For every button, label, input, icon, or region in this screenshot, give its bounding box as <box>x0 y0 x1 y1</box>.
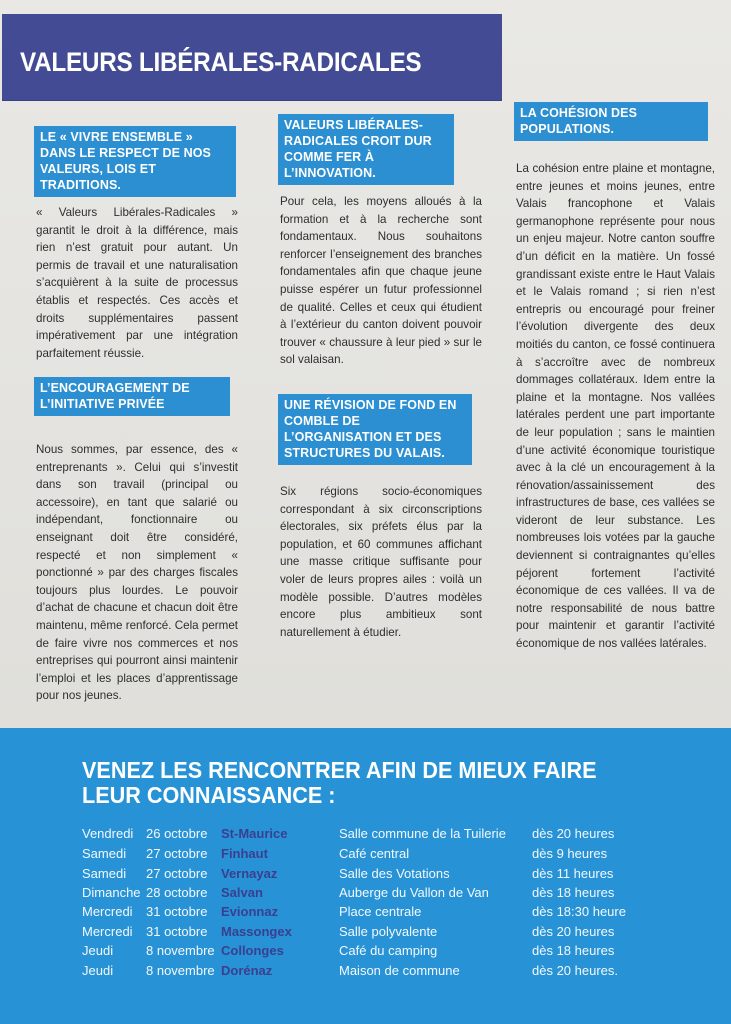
event-place: Massongex <box>221 924 292 939</box>
event-venue: Salle commune de la Tuilerie <box>339 826 506 841</box>
section-heading-cohesion: LA COHÉSION DES POPULATIONS. <box>514 102 708 141</box>
event-date: 26 octobre <box>146 826 208 841</box>
schedule-row <box>0 846 731 866</box>
schedule-row <box>0 924 731 944</box>
event-day: Dimanche <box>82 885 141 900</box>
event-date: 31 octobre <box>146 904 208 919</box>
event-place: Dorénaz <box>221 963 273 978</box>
event-day: Jeudi <box>82 963 114 978</box>
schedule-row <box>0 866 731 886</box>
schedule-row <box>0 943 731 963</box>
event-time: dès 20 heures <box>532 924 615 939</box>
section-body-cohesion: La cohésion entre plaine et montagne, entre jeunes et moins jeunes, entre Valais francophone et Valais germanophone représente pour nous un enjeu majeur. Notre canton souffre d’un déficit en la matière. Un fossé grandissant existe entre le Haut Valais et le Valais romand ; si rien n’est entrepris ou encouragé pour freiner l’évolution divergente des deux moitiés du canton, ce fossé continuera à s’accroître avec de nombreux dommages collatéraux. Idem entre la plaine et la montagne. Nos vallées latérales perdent une part importante de leur population ; sans le maintien d’une activité économique touristique avec à la clé un encouragement à la rénovation/assainissement des infrastructures de base, ces vallées se videront de leur substance. Les nombreuses lois votées par la gauche deviennent si contraignantes qu’elles péjorent fortement l’activité économique de ces vallées. Il va de notre responsabilité de nous battre pour maintenir et garantir l’activité économique de nos vallées latérales. <box>516 162 715 651</box>
event-time: dès 20 heures. <box>532 963 619 978</box>
event-place: St-Maurice <box>221 826 288 841</box>
event-date: 8 novembre <box>146 943 215 958</box>
section-body-initiative: Nous sommes, par essence, des « entreprenants ». Celui qui s’investit dans son travail (principal ou accessoire), en tant que salarié ou indépendant, fonctionnaire ou enseignant doit être considéré, respecté et non simplement « ponctionné » par des charges fiscales toujours plus lourdes. Le pouvoir d’achat de chacune et chacun doit être maintenu, même renforcé. Cela permet de faire vivre nos commerces et nos entreprises qui pourront ainsi maintenir l’emploi et les places d’apprentissage pour nos jeunes. <box>36 443 238 703</box>
event-place: Collonges <box>221 943 284 958</box>
invitation-line-1: VENEZ LES RENCONTRER AFIN DE MIEUX FAIRE <box>82 757 597 783</box>
event-venue: Auberge du Vallon de Van <box>339 885 489 900</box>
section-body-revision: Six régions socio-économiques correspondant à six circonscriptions électorales, six préfets élus par la population, et 60 communes affichant une masse critique suffisante pour voler de leurs propres ailes : voilà un modèle possible. D’autres modèles encore plus ambitieux sont naturellement à étudier. <box>280 485 482 639</box>
event-place: Salvan <box>221 885 263 900</box>
event-place: Evionnaz <box>221 904 279 919</box>
event-date: 8 novembre <box>146 963 215 978</box>
title-banner <box>2 14 502 100</box>
event-venue: Salle polyvalente <box>339 924 438 939</box>
event-time: dès 11 heures <box>532 866 614 881</box>
event-venue: Café central <box>339 846 410 861</box>
event-venue: Place centrale <box>339 904 422 919</box>
event-date: 28 octobre <box>146 885 208 900</box>
section-heading-innovation: VALEURS LIBÉRALES-RADICALES CROIT DUR COMME FER À L’INNOVATION. <box>278 114 454 185</box>
section-body-vivre-ensemble: « Valeurs Libérales-Radicales » garantit le droit à la différence, mais rien n’est gratuit pour autant. Un permis de travail et une naturalisation s’acquièrent à la suite de processus établis et respectés. Ces accès et droits supplémentaires passent impérativement par une intégration parfaitement réussie. <box>36 206 238 360</box>
event-day: Mercredi <box>82 904 133 919</box>
event-time: dès 9 heures <box>532 846 608 861</box>
meeting-invitation <box>82 758 597 808</box>
event-venue: Salle des Votations <box>339 866 450 881</box>
event-time: dès 18:30 heure <box>532 904 626 919</box>
event-date: 27 octobre <box>146 846 208 861</box>
event-place: Vernayaz <box>221 866 278 881</box>
event-time: dès 20 heures <box>532 826 615 841</box>
event-venue: Maison de commune <box>339 963 460 978</box>
event-time: dès 18 heures <box>532 943 615 958</box>
page-title: VALEURS LIBÉRALES-RADICALES <box>20 47 422 77</box>
event-date: 31 octobre <box>146 924 208 939</box>
event-day: Mercredi <box>82 924 133 939</box>
event-venue: Café du camping <box>339 943 438 958</box>
event-day: Jeudi <box>82 943 114 958</box>
event-day: Samedi <box>82 866 127 881</box>
event-day: Samedi <box>82 846 127 861</box>
section-body-innovation: Pour cela, les moyens alloués à la formation et à la recherche sont fondamentaux. Nous souhaitons renforcer l’enseignement des branches fondamentales afin que chaque jeune puisse espérer un futur professionnel de qualité. Celles et ceux qui étudient à l’extérieur du canton doivent pouvoir trouver « chaussure à leur pied » sur le sol valaisan. <box>280 195 482 367</box>
event-time: dès 18 heures <box>532 885 615 900</box>
event-place: Finhaut <box>221 846 268 861</box>
schedule-row <box>0 963 731 983</box>
schedule-row <box>0 904 731 924</box>
invitation-line-2: LEUR CONNAISSANCE : <box>82 782 336 808</box>
event-day: Vendredi <box>82 826 134 841</box>
section-heading-initiative: L’ENCOURAGEMENT DE L’INITIATIVE PRIVÉE <box>34 377 230 416</box>
event-date: 27 octobre <box>146 866 208 881</box>
schedule-row <box>0 826 731 846</box>
section-heading-revision: UNE RÉVISION DE FOND EN COMBLE DE L’ORGANISATION ET DES STRUCTURES DU VALAIS. <box>278 394 472 465</box>
schedule-row <box>0 885 731 905</box>
section-heading-vivre-ensemble: LE « VIVRE ENSEMBLE » DANS LE RESPECT DE NOS VALEURS, LOIS ET TRADITIONS. <box>34 126 236 197</box>
